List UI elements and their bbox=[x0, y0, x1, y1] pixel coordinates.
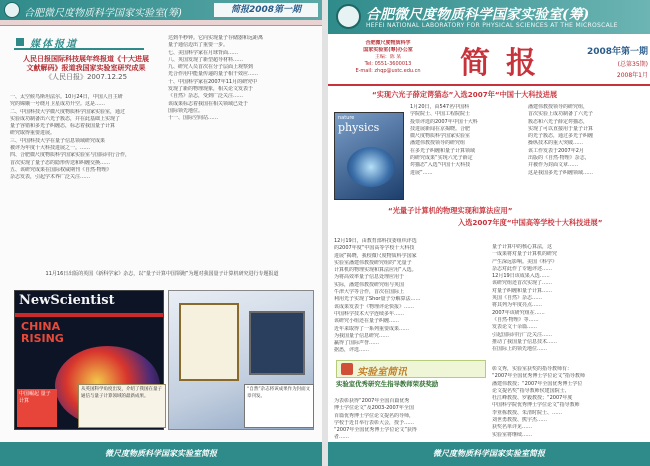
news-body-col1: 为表彰获得“2007年全国百篇优秀 博士学位论文”及2003-2007年全国 百篇优秀博士学位论文提名的导师， 学校于近日举行表彰大会，授予…… “2007年全国优秀博士学位论文”获得 者…… bbox=[334, 398, 417, 441]
media-report-heading: 媒体报道 bbox=[14, 35, 144, 50]
right-banner-english: HEFEI NATIONAL LABORATORY FOR PHYSICAL SCIENCES AT THE MICROSCALE bbox=[366, 22, 618, 29]
magazine-brand: NewScientist bbox=[19, 293, 115, 308]
news-icon bbox=[341, 363, 353, 375]
magazine-red-box: 中国崛起 量子计算 bbox=[17, 389, 57, 427]
lab-logo-icon bbox=[336, 4, 361, 29]
lab-news-heading: 实验室简讯 bbox=[336, 360, 486, 378]
left-page bbox=[0, 0, 322, 466]
article-title: 人民日报国际科技展年终报道《十大进展 文献解码》报道我国家实验室研究成果 《人民日报》2007.12.25 bbox=[23, 55, 149, 81]
photo-caption: 11月16日出版的英国《新科学家》杂志，以“量子计算中国领跑”为题对我国量子计算机研究进行专题报道 bbox=[45, 271, 279, 277]
article2-title-line1: “光量子计算机的物理实现和算法应用” bbox=[388, 206, 513, 215]
news-title: 实验室优秀研究生指导教师荣获奖励 bbox=[336, 380, 439, 388]
article2-body-col2: 量子计算中的核心算法，这 一成果将对量子计算机的研究 产生深远影响。美国《科学》 杂志对此作了专题评述…… 12月19日该成果入选…… 该研究组还首次实现了…… 对量子纠缠和量子计算…… 英国《自然》杂志…… 将其列为年度亮点…… 2007年该研究组在…… 《自然·物理》等…… 发表论文十余篇…… 引起国际同行广泛关注…… 推动了我国量子信息技术…… 在国际上的领先地位…… bbox=[492, 244, 558, 353]
left-banner-issue: 简报2008第一期 bbox=[214, 3, 318, 17]
article-body-col2: 达到半秒钟。它向实现量子存储器和远距离 量子通信迈出了重要一步。 七、美国科学家在月球背面…… 八、英国发现了新型超导材料…… 九、研究人员首次在分子层面上观察到 光合作用中能量传递的量子相干效应…… 十、中国科学家在2007年11月的研究中 发现了新的物理现象，相关论文发表于 《自然》杂志，受到广泛关注…… 该成果标志着我国在相关领域已处于 国际领先地位。 十一、国际空间站…… bbox=[168, 35, 264, 122]
issue-info: 2008年第一期 (总第35期) 2008年1月 bbox=[586, 47, 648, 79]
artwork-caption-box: “自然”杂志将该成果作为封面文章刊发。 bbox=[244, 384, 314, 428]
article2-title-line2: 入选2007年度“中国高等学校十大科技进展” bbox=[458, 218, 603, 227]
masthead bbox=[328, 36, 650, 86]
news-body-col2: 彰文秀，实验室获奖的指导教师有： “2007年全国优秀博士学位论文”指导教师 潘建伟教授；“2007年全国优秀博士学位 论文提名奖”指导教师侯建国院士、 杜江峰教授、罗毅教授；“2007年度 中国科学院优秀博士学位论文”指导教师 李亚栋教授、朱清时院士、…… 刘世勇教授、熊宇杰…… 获奖名单详见…… 实验室将继续…… bbox=[492, 366, 585, 438]
square-bullet-icon bbox=[16, 38, 24, 46]
article-body-col1: 一、太空候鸟斯坦法尔。10月24日，中国人自主研 究的嫦娥一号绕月卫星成功升空。这是…… 二、中国科技大学微尺度物质科学国家实验室，通过 实验成功制备出六光子簇态，并在此基础上实现了 量子容错和多光子纠缠态，标志着我国量子计算 研究取得重要进展。 三、中国科技大学在量子信息领域研究成果 被评为年度十大科技进展之一。…… 四、合肥微尺度物质科学国家实验室与国际同行合作， 首次实现了量子态的隐形传送和纠缠交换…… 五、该研究成果在国际权威期刊《自然·物理》 杂志发表，引起学术界广泛关注…… bbox=[10, 94, 131, 181]
nature-physics-cover-image: nature physics bbox=[334, 112, 404, 200]
right-banner-org: 合肥微尺度物质科学国家实验室(筹) bbox=[366, 7, 590, 23]
magazine-caption-box: 从英国科学角度出发，介绍了我国在量子通信与量子计算领域的最新成果。 bbox=[78, 384, 166, 428]
article2-body-col1: 12月19日，由教育部科技委组织评选 的2007年度“中国高等学校十大科技 进展”揭晓，我校微尺度物质科学国家 实验室潘建伟教授研究组的“光量子 计算机的物理实现和算法应用”入选。 为将高效率量子信息处理应用于 实际，潘建伟教授研究组与英国 牛津大学等合作，首次在国际上 利用光子实现了Shor量子分解算法…… 该成果发表于《物理评论快报》…… 中国科学技术大学连续多年…… 该研究小组还在量子纠缠…… 近年来取得了一系列重要成果…… 为我国量子信息研究…… 赢得了国际声誉…… 据悉，评选…… bbox=[334, 238, 421, 354]
article1-body-col2: 潘建伟教授领导的研究组， 首次实验上成功制备了六光子 簇态和六光子薛定谔猫态， 实现了可以直接用于量子计算 的光子簇态，通过多光子纠缠 操纵技术的重大突破…… 该工作发表于2007年2月 出版的《自然·物理》杂志， 并被作为封面文章…… 这是我国多光子纠缠领域…… bbox=[528, 104, 594, 176]
right-page-banner bbox=[328, 0, 650, 34]
left-banner-org: 合肥微尺度物质科学国家实验室(筹) bbox=[24, 8, 182, 19]
left-page-banner bbox=[0, 0, 322, 20]
newsletter-title: 简报 bbox=[460, 46, 552, 81]
left-banner-strip bbox=[0, 20, 322, 26]
article1-body-col1: 1月20日，由547名中国科 学院院士、中国工程院院士 投票评选的2007年中国十大科 技进展新闻在京揭晓。合肥 微尺度物质科学国家实验室 潘建伟教授领导的研究组 在多光子纠缠和量子计算领域 的研究成果“实现六光子薛定 谔猫态”入选“中国十大科技 进展”…… bbox=[410, 104, 478, 176]
article1-title: “实现六光子薛定谔猫态”入选2007年“中国十大科技进展 bbox=[372, 90, 558, 99]
sponsor-info: 合肥微尺度物质科学 国家实验室(筹)办公室 主编：陈 某 Tel: 0551-3600013 E-mail: zhqp@ustc.edu.cn bbox=[355, 40, 421, 74]
right-footer: 微尺度物质科学国家实验室简报 bbox=[328, 442, 650, 466]
magazine-headline: CHINA RISING bbox=[21, 321, 64, 345]
lab-logo-icon bbox=[4, 2, 20, 18]
right-page bbox=[328, 0, 650, 466]
left-footer: 微尺度物质科学国家实验室简报 bbox=[0, 442, 322, 466]
